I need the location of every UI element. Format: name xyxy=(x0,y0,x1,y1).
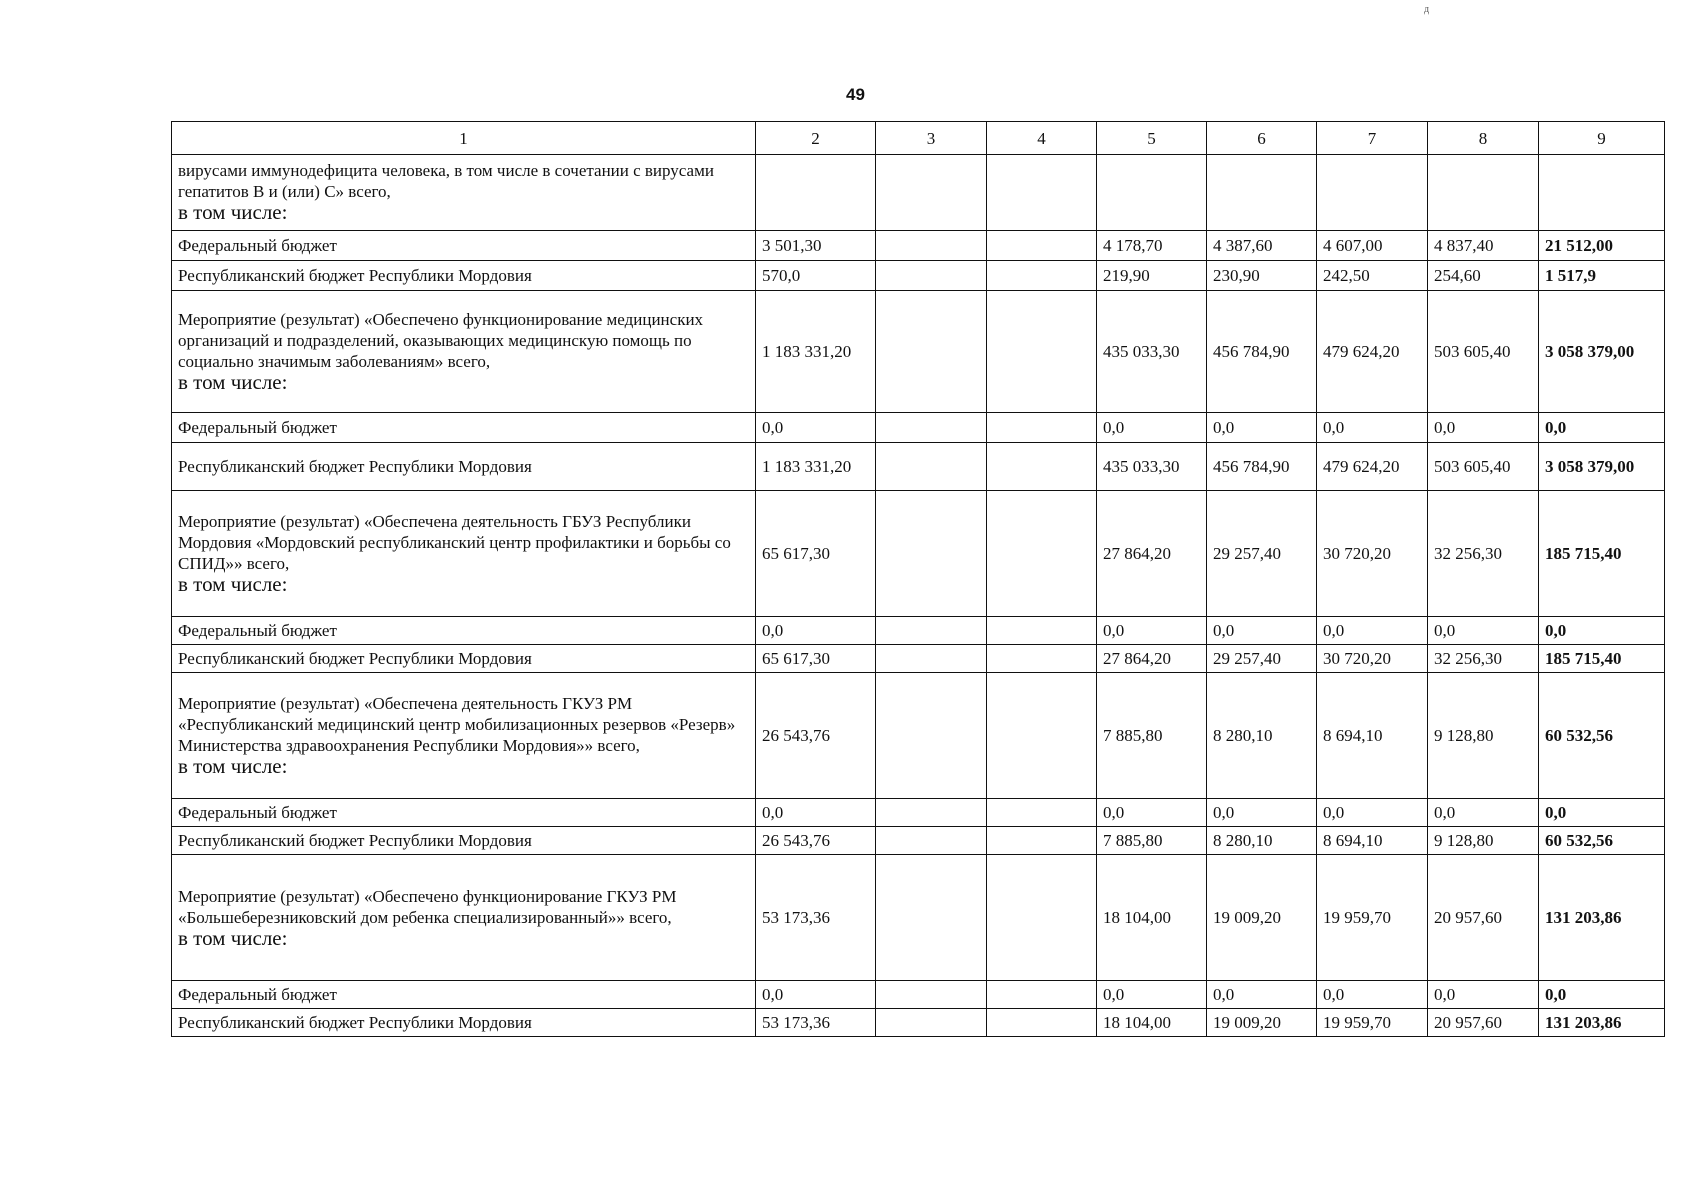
value-cell: 29 257,40 xyxy=(1207,645,1317,673)
budget-source-label: Республиканский бюджет Республики Мордовия xyxy=(172,261,756,291)
value-cell: 7 885,80 xyxy=(1097,673,1207,799)
measure-description xyxy=(172,855,756,981)
budget-source-label: Республиканский бюджет Республики Мордовия xyxy=(172,827,756,855)
total-value-cell: 185 715,40 xyxy=(1539,645,1665,673)
value-cell: 32 256,30 xyxy=(1428,645,1539,673)
value-cell: 27 864,20 xyxy=(1097,491,1207,617)
measure-tail-text: в том числе: xyxy=(178,200,288,224)
total-value-cell: 3 058 379,00 xyxy=(1539,443,1665,491)
total-value-cell: 60 532,56 xyxy=(1539,673,1665,799)
measure-row xyxy=(172,673,1665,799)
value-cell: 0,0 xyxy=(1097,617,1207,645)
budget-source-row xyxy=(172,443,1665,491)
header-cell: 4 xyxy=(987,122,1097,155)
value-cell: 19 959,70 xyxy=(1317,1009,1428,1037)
value-cell xyxy=(1207,155,1317,231)
total-value-cell: 0,0 xyxy=(1539,617,1665,645)
value-cell xyxy=(987,855,1097,981)
value-cell: 0,0 xyxy=(1097,981,1207,1009)
budget-source-row xyxy=(172,1009,1665,1037)
value-cell: 0,0 xyxy=(756,799,876,827)
value-cell: 456 784,90 xyxy=(1207,291,1317,413)
measure-description xyxy=(172,673,756,799)
value-cell: 3 501,30 xyxy=(756,231,876,261)
value-cell xyxy=(876,491,987,617)
value-cell xyxy=(987,413,1097,443)
value-cell xyxy=(987,291,1097,413)
value-cell xyxy=(987,1009,1097,1037)
value-cell: 479 624,20 xyxy=(1317,443,1428,491)
measure-description xyxy=(172,155,756,231)
budget-table xyxy=(171,121,1665,1037)
value-cell: 4 607,00 xyxy=(1317,231,1428,261)
value-cell: 479 624,20 xyxy=(1317,291,1428,413)
value-cell xyxy=(987,443,1097,491)
value-cell: 0,0 xyxy=(1428,799,1539,827)
value-cell xyxy=(756,155,876,231)
value-cell: 9 128,80 xyxy=(1428,673,1539,799)
header-cell: 6 xyxy=(1207,122,1317,155)
header-cell: 9 xyxy=(1539,122,1665,155)
value-cell: 4 837,40 xyxy=(1428,231,1539,261)
budget-source-row xyxy=(172,231,1665,261)
measure-text: Мероприятие (результат) «Обеспечена деятельность ГКУЗ РМ «Республиканский медицинский центр мобилизационных резервов «Резерв» Министерства здравоохранения Республики Мордовия»» всего, xyxy=(178,694,736,755)
value-cell xyxy=(1097,155,1207,231)
value-cell xyxy=(1428,155,1539,231)
value-cell xyxy=(987,645,1097,673)
measure-tail-text: в том числе: xyxy=(178,754,288,778)
budget-source-row xyxy=(172,799,1665,827)
value-cell: 0,0 xyxy=(1207,617,1317,645)
value-cell xyxy=(987,981,1097,1009)
header-cell: 1 xyxy=(172,122,756,155)
value-cell: 0,0 xyxy=(756,981,876,1009)
measure-text: вирусами иммунодефицита человека, в том числе в сочетании с вирусами гепатитов В и (или) С» всего, xyxy=(178,161,714,201)
header-cell: 8 xyxy=(1428,122,1539,155)
value-cell: 8 694,10 xyxy=(1317,827,1428,855)
value-cell xyxy=(876,261,987,291)
measure-tail-text: в том числе: xyxy=(178,572,288,596)
total-value-cell: 1 517,9 xyxy=(1539,261,1665,291)
value-cell: 503 605,40 xyxy=(1428,291,1539,413)
value-cell: 0,0 xyxy=(1097,413,1207,443)
budget-source-label: Федеральный бюджет xyxy=(172,231,756,261)
value-cell: 20 957,60 xyxy=(1428,1009,1539,1037)
budget-source-label: Федеральный бюджет xyxy=(172,617,756,645)
value-cell: 32 256,30 xyxy=(1428,491,1539,617)
value-cell: 30 720,20 xyxy=(1317,491,1428,617)
value-cell: 8 280,10 xyxy=(1207,673,1317,799)
value-cell xyxy=(876,617,987,645)
budget-source-row xyxy=(172,261,1665,291)
value-cell xyxy=(876,231,987,261)
header-cell: 5 xyxy=(1097,122,1207,155)
value-cell xyxy=(876,1009,987,1037)
total-value-cell: 0,0 xyxy=(1539,799,1665,827)
value-cell: 0,0 xyxy=(1428,981,1539,1009)
value-cell: 435 033,30 xyxy=(1097,443,1207,491)
value-cell xyxy=(987,491,1097,617)
value-cell: 20 957,60 xyxy=(1428,855,1539,981)
value-cell: 8 694,10 xyxy=(1317,673,1428,799)
measure-row xyxy=(172,855,1665,981)
measure-text: Мероприятие (результат) «Обеспечено функционирование медицинских организаций и подразделений, оказывающих медицинскую помощь по социально значимым заболеваниям» всего, xyxy=(178,310,704,371)
value-cell xyxy=(987,799,1097,827)
value-cell xyxy=(876,855,987,981)
value-cell: 219,90 xyxy=(1097,261,1207,291)
value-cell: 435 033,30 xyxy=(1097,291,1207,413)
value-cell: 19 009,20 xyxy=(1207,1009,1317,1037)
value-cell xyxy=(876,155,987,231)
value-cell: 0,0 xyxy=(1428,413,1539,443)
value-cell: 0,0 xyxy=(1207,981,1317,1009)
value-cell: 0,0 xyxy=(756,617,876,645)
measure-text: Мероприятие (результат) «Обеспечена деятельность ГБУЗ Республики Мордовия «Мордовский республиканский центр профилактики и борьбы со СПИД»» всего, xyxy=(178,512,731,573)
value-cell: 254,60 xyxy=(1428,261,1539,291)
header-cell: 2 xyxy=(756,122,876,155)
budget-source-row xyxy=(172,413,1665,443)
total-value-cell: 131 203,86 xyxy=(1539,855,1665,981)
value-cell: 19 009,20 xyxy=(1207,855,1317,981)
budget-source-row xyxy=(172,981,1665,1009)
budget-source-row xyxy=(172,645,1665,673)
value-cell: 4 387,60 xyxy=(1207,231,1317,261)
total-value-cell: 60 532,56 xyxy=(1539,827,1665,855)
value-cell: 53 173,36 xyxy=(756,855,876,981)
header-cell: 3 xyxy=(876,122,987,155)
measure-tail-text: в том числе: xyxy=(178,925,288,950)
measure-description xyxy=(172,491,756,617)
value-cell: 8 280,10 xyxy=(1207,827,1317,855)
value-cell xyxy=(876,799,987,827)
value-cell: 570,0 xyxy=(756,261,876,291)
value-cell xyxy=(876,645,987,673)
value-cell: 9 128,80 xyxy=(1428,827,1539,855)
budget-source-label: Республиканский бюджет Республики Мордовия xyxy=(172,443,756,491)
total-value-cell: 3 058 379,00 xyxy=(1539,291,1665,413)
measure-row xyxy=(172,291,1665,413)
value-cell xyxy=(987,261,1097,291)
budget-source-label: Федеральный бюджет xyxy=(172,981,756,1009)
total-value-cell: 131 203,86 xyxy=(1539,1009,1665,1037)
value-cell: 0,0 xyxy=(1317,617,1428,645)
total-value-cell: 0,0 xyxy=(1539,413,1665,443)
measure-tail-text: в том числе: xyxy=(178,370,288,394)
value-cell: 0,0 xyxy=(1207,799,1317,827)
measure-text: Мероприятие (результат) «Обеспечено функционирование ГКУЗ РМ «Большеберезниковский дом ребенка специализированный»» всего, xyxy=(178,886,677,927)
budget-source-row xyxy=(172,827,1665,855)
total-value-cell xyxy=(1539,155,1665,231)
budget-source-label: Республиканский бюджет Республики Мордовия xyxy=(172,1009,756,1037)
value-cell xyxy=(876,827,987,855)
scan-corner-mark: д xyxy=(1424,4,1430,15)
value-cell: 7 885,80 xyxy=(1097,827,1207,855)
value-cell: 18 104,00 xyxy=(1097,1009,1207,1037)
budget-source-label: Республиканский бюджет Республики Мордовия xyxy=(172,645,756,673)
value-cell xyxy=(876,443,987,491)
value-cell xyxy=(876,673,987,799)
value-cell xyxy=(987,617,1097,645)
value-cell: 1 183 331,20 xyxy=(756,291,876,413)
budget-source-row xyxy=(172,617,1665,645)
value-cell: 1 183 331,20 xyxy=(756,443,876,491)
value-cell xyxy=(987,673,1097,799)
value-cell: 0,0 xyxy=(1317,799,1428,827)
value-cell: 0,0 xyxy=(1317,413,1428,443)
value-cell: 18 104,00 xyxy=(1097,855,1207,981)
value-cell: 0,0 xyxy=(1317,981,1428,1009)
total-value-cell: 21 512,00 xyxy=(1539,231,1665,261)
value-cell: 53 173,36 xyxy=(756,1009,876,1037)
value-cell xyxy=(876,981,987,1009)
value-cell: 26 543,76 xyxy=(756,827,876,855)
value-cell: 0,0 xyxy=(756,413,876,443)
value-cell xyxy=(987,231,1097,261)
value-cell: 456 784,90 xyxy=(1207,443,1317,491)
value-cell xyxy=(876,291,987,413)
value-cell xyxy=(1317,155,1428,231)
value-cell: 0,0 xyxy=(1207,413,1317,443)
value-cell: 242,50 xyxy=(1317,261,1428,291)
page-number: 49 xyxy=(846,85,865,104)
value-cell: 0,0 xyxy=(1428,617,1539,645)
value-cell: 27 864,20 xyxy=(1097,645,1207,673)
value-cell xyxy=(987,827,1097,855)
budget-source-label: Федеральный бюджет xyxy=(172,799,756,827)
total-value-cell: 185 715,40 xyxy=(1539,491,1665,617)
value-cell: 26 543,76 xyxy=(756,673,876,799)
value-cell: 29 257,40 xyxy=(1207,491,1317,617)
value-cell xyxy=(876,413,987,443)
value-cell xyxy=(987,155,1097,231)
measure-row xyxy=(172,491,1665,617)
measure-row xyxy=(172,155,1665,231)
value-cell: 230,90 xyxy=(1207,261,1317,291)
header-row xyxy=(172,122,1665,155)
value-cell: 65 617,30 xyxy=(756,645,876,673)
value-cell: 19 959,70 xyxy=(1317,855,1428,981)
total-value-cell: 0,0 xyxy=(1539,981,1665,1009)
value-cell: 0,0 xyxy=(1097,799,1207,827)
value-cell: 65 617,30 xyxy=(756,491,876,617)
budget-source-label: Федеральный бюджет xyxy=(172,413,756,443)
header-cell: 7 xyxy=(1317,122,1428,155)
measure-description xyxy=(172,291,756,413)
value-cell: 30 720,20 xyxy=(1317,645,1428,673)
value-cell: 4 178,70 xyxy=(1097,231,1207,261)
value-cell: 503 605,40 xyxy=(1428,443,1539,491)
